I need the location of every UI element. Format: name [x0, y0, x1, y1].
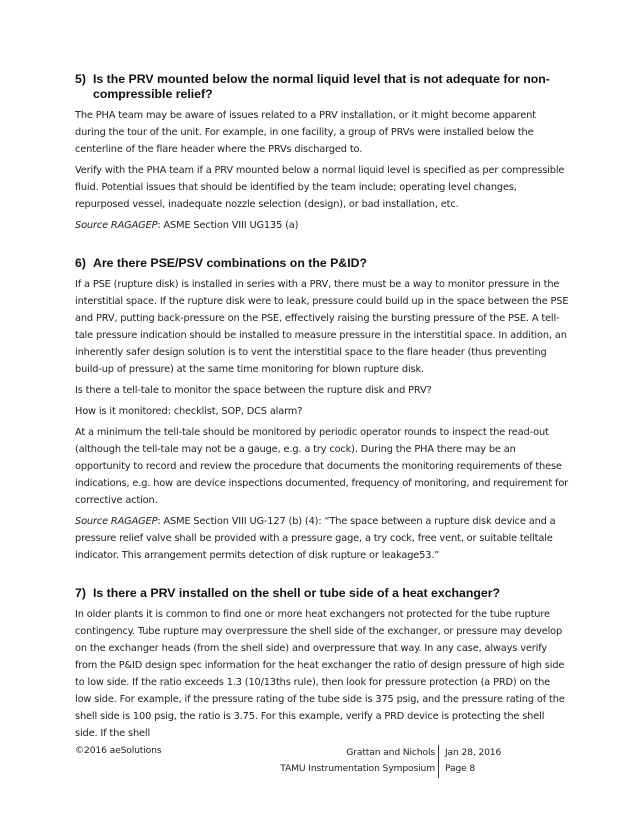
section-5-source — [75, 217, 569, 234]
footer-right — [445, 745, 501, 777]
footer-page-number: Page 8 — [445, 763, 476, 774]
section-7-title: Is there a PRV installed on the shell or tube side of a heat exchanger? — [93, 586, 501, 600]
section-5-title: Is the PRV mounted below the normal liquid level that is not adequate for non-compressible relief? — [93, 72, 550, 101]
section-6-paragraph-3: How is it monitored: checklist, SOP, DCS alarm? — [75, 406, 303, 417]
source-text: : ASME Section VIII UG-127 (b) (4): “The space between a rupture disk device and a pressure relief valve shall be provided with a pressure gage, a try cock, free vent, or suitable telltale indicator. This arrangement permits detection of disk rupture or leakage53.” — [75, 516, 556, 561]
source-text: : ASME Section VIII UG135 (a) — [157, 220, 299, 231]
section-5-number: 5) — [75, 72, 86, 86]
section-7-heading — [75, 586, 569, 601]
section-6-source — [75, 513, 569, 564]
section-6-paragraph-4: At a minimum the tell-tale should be monitored by periodic operator rounds to inspect the read-out (although the tell-tale may not be a gauge, e.g. a try cock). During the PHA there may be an opportunity to record and review the procedure that documents the monitoring requirements of these indications, e.g. how are device inspections documented, frequency of monitoring, and requirement for corrective action. — [75, 427, 569, 506]
source-label: Source RAGAGEP — [75, 220, 158, 231]
page-footer — [75, 745, 569, 779]
footer-center — [280, 745, 435, 777]
section-6-number: 6) — [75, 256, 86, 270]
footer-authors: Grattan and Nichols — [346, 747, 435, 758]
footer-event: TAMU Instrumentation Symposium — [280, 763, 435, 774]
section-6-paragraph-1: If a PSE (rupture disk) is installed in series with a PRV, there must be a way to monitor pressure in the interstitial space. If the rupture disk were to leak, pressure could build up in the space between the PSE and PRV, putting back-pressure on the PSE, effectively raising the bursting pressure of the PSE. A tell-tale pressure indication should be installed to measure pressure in the interstitial space. In addition, an inherently safer design solution is to vent the interstitial space to the flare header (thus preventing build-up of pressure) at the same time monitoring for blown rupture disk. — [75, 279, 569, 375]
footer-divider — [438, 745, 439, 778]
page-content — [75, 72, 569, 742]
footer-copyright: ©2016 aeSolutions — [75, 745, 162, 756]
section-6-heading — [75, 256, 569, 271]
section-7-paragraph-1: In older plants it is common to find one or more heat exchangers not protected for the tube rupture contingency. Tube rupture may overpressure the shell side of the exchanger, or pressure may develop on the exchanger heads (from the shell side) and overpressure that way. In any case, always verify from the P&ID design spec information for the heat exchanger the ratio of design pressure of high side to low side. If the ratio exceeds 1.3 (10/13ths rule), then look for pressure protection (a PRD) on the low side. For example, if the pressure rating of the tube side is 375 psig, and the pressure rating of the shell side is 100 psig, the ratio is 3.75. For this example, verify a PRD device is protecting the shell side. If the shell — [75, 609, 565, 739]
footer-date: Jan 28, 2016 — [445, 747, 502, 758]
section-5-paragraph-2: Verify with the PHA team if a PRV mounted below a normal liquid level is specified as per compressible fluid. Potential issues that should be identified by the team include; operating level changes, repurposed vessel, inadequate nozzle selection (design), or bad installation, etc. — [75, 165, 565, 210]
source-label: Source RAGAGEP — [75, 516, 158, 527]
section-5-heading — [75, 72, 569, 102]
section-6-paragraph-2: Is there a tell-tale to monitor the space between the rupture disk and PRV? — [75, 385, 432, 396]
section-7-number: 7) — [75, 586, 86, 600]
section-6-title: Are there PSE/PSV combinations on the P&ID? — [93, 256, 367, 270]
section-5-paragraph-1: The PHA team may be aware of issues related to a PRV installation, or it might become apparent during the tour of the unit. For example, in one facility, a group of PRVs were installed below the centerline of the flare header where the PRVs discharged to. — [75, 110, 536, 155]
